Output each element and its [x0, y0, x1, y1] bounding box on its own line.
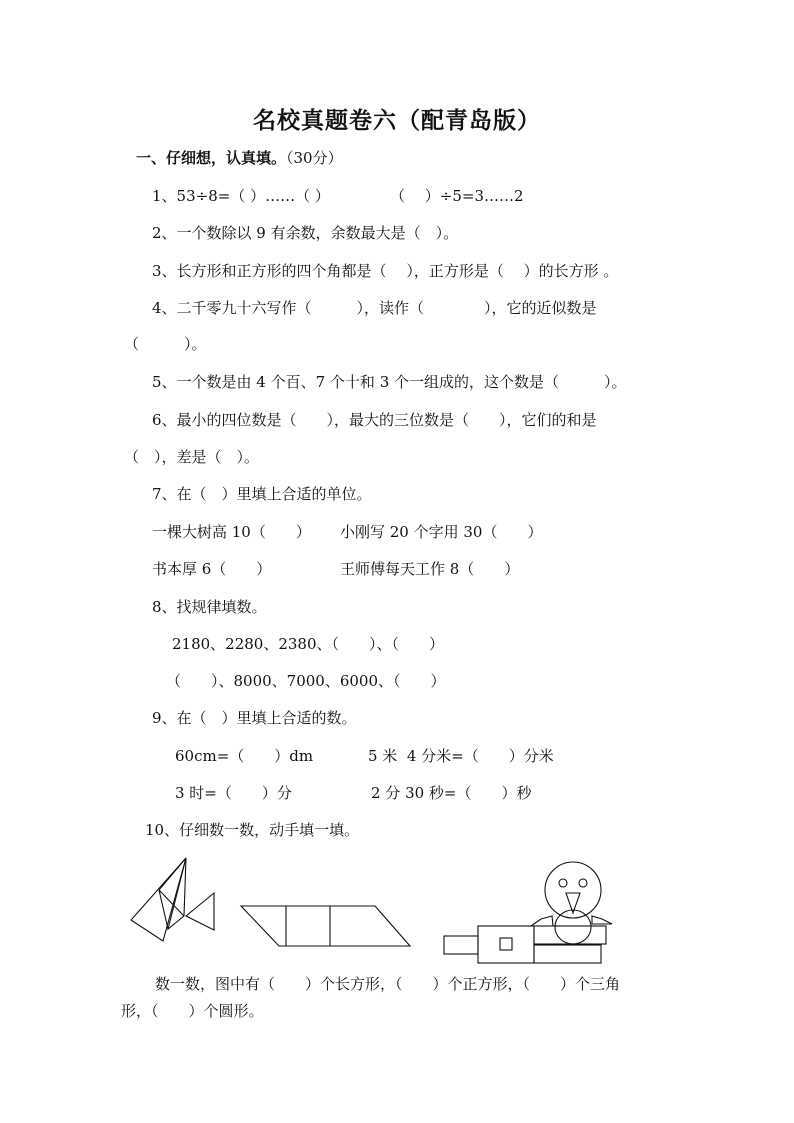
question-9-item-c: 3 时=（ ）分 [175, 784, 292, 802]
question-1-part-a: 1、53÷8=（ ）……（ ） [152, 187, 330, 205]
body-ellipse [555, 910, 591, 944]
question-1-part-b: （ ）÷5=3……2 [390, 187, 524, 205]
page-title: 名校真题卷六（配青岛版） [253, 107, 541, 134]
question-7-item-a: 一棵大树高 10（ ） [152, 523, 311, 541]
question-9-stem: 9、在（ ）里填上合适的数。 [152, 709, 357, 727]
question-9-item-a: 60cm=（ ）dm [175, 747, 314, 765]
question-9-item-b: 5 米 4 分米=（ ）分米 [368, 747, 554, 765]
question-6-line-1: 6、最小的四位数是（ ），最大的三位数是（ ），它们的和是 [152, 411, 597, 429]
section-1-heading-text: 一、仔细想，认真填。 [136, 149, 287, 167]
triangle-fish-figure [131, 858, 214, 941]
question-7-stem: 7、在（ ）里填上合适的单位。 [152, 485, 372, 503]
question-6-line-2: （ ），差是（ ）。 [124, 448, 260, 466]
question-2: 2、一个数除以 9 有余数，余数最大是（ ）。 [152, 224, 459, 242]
question-5: 5、一个数是由 4 个百、7 个十和 3 个一组成的，这个数是（ ）。 [152, 373, 627, 391]
question-8-stem: 8、找规律填数。 [152, 598, 267, 616]
question-8-sequence-b: （ ）、8000、7000、6000、（ ） [166, 672, 446, 690]
question-10-line-1: 数一数，图中有（ ）个长方形，（ ）个正方形，（ ）个三角 [155, 975, 621, 993]
question-7-item-d: 王师傅每天工作 8（ ） [340, 560, 520, 578]
parallelogram-figure [241, 906, 410, 946]
section-1-score: （30分） [286, 149, 343, 167]
question-7-item-b: 小刚写 20 个字用 30（ ） [340, 523, 543, 541]
question-10-stem: 10、仔细数一数，动手填一填。 [145, 821, 360, 839]
question-4-line-1: 4、二千零九十六写作（ ），读作（ ），它的近似数是 [152, 299, 597, 317]
question-3: 3、长方形和正方形的四个角都是（ ），正方形是（ ）的长方形 。 [152, 262, 619, 280]
question-8-sequence-a: 2180、2280、2380、（ ）、（ ） [172, 635, 445, 653]
question-7-item-c: 书本厚 6（ ） [152, 560, 272, 578]
question-4-line-2: （ ）。 [124, 335, 207, 353]
question-10-line-2: 形，（ ）个圆形。 [121, 1002, 264, 1020]
question-9-item-d: 2 分 30 秒=（ ）秒 [371, 784, 532, 802]
robot-figure [444, 862, 612, 963]
